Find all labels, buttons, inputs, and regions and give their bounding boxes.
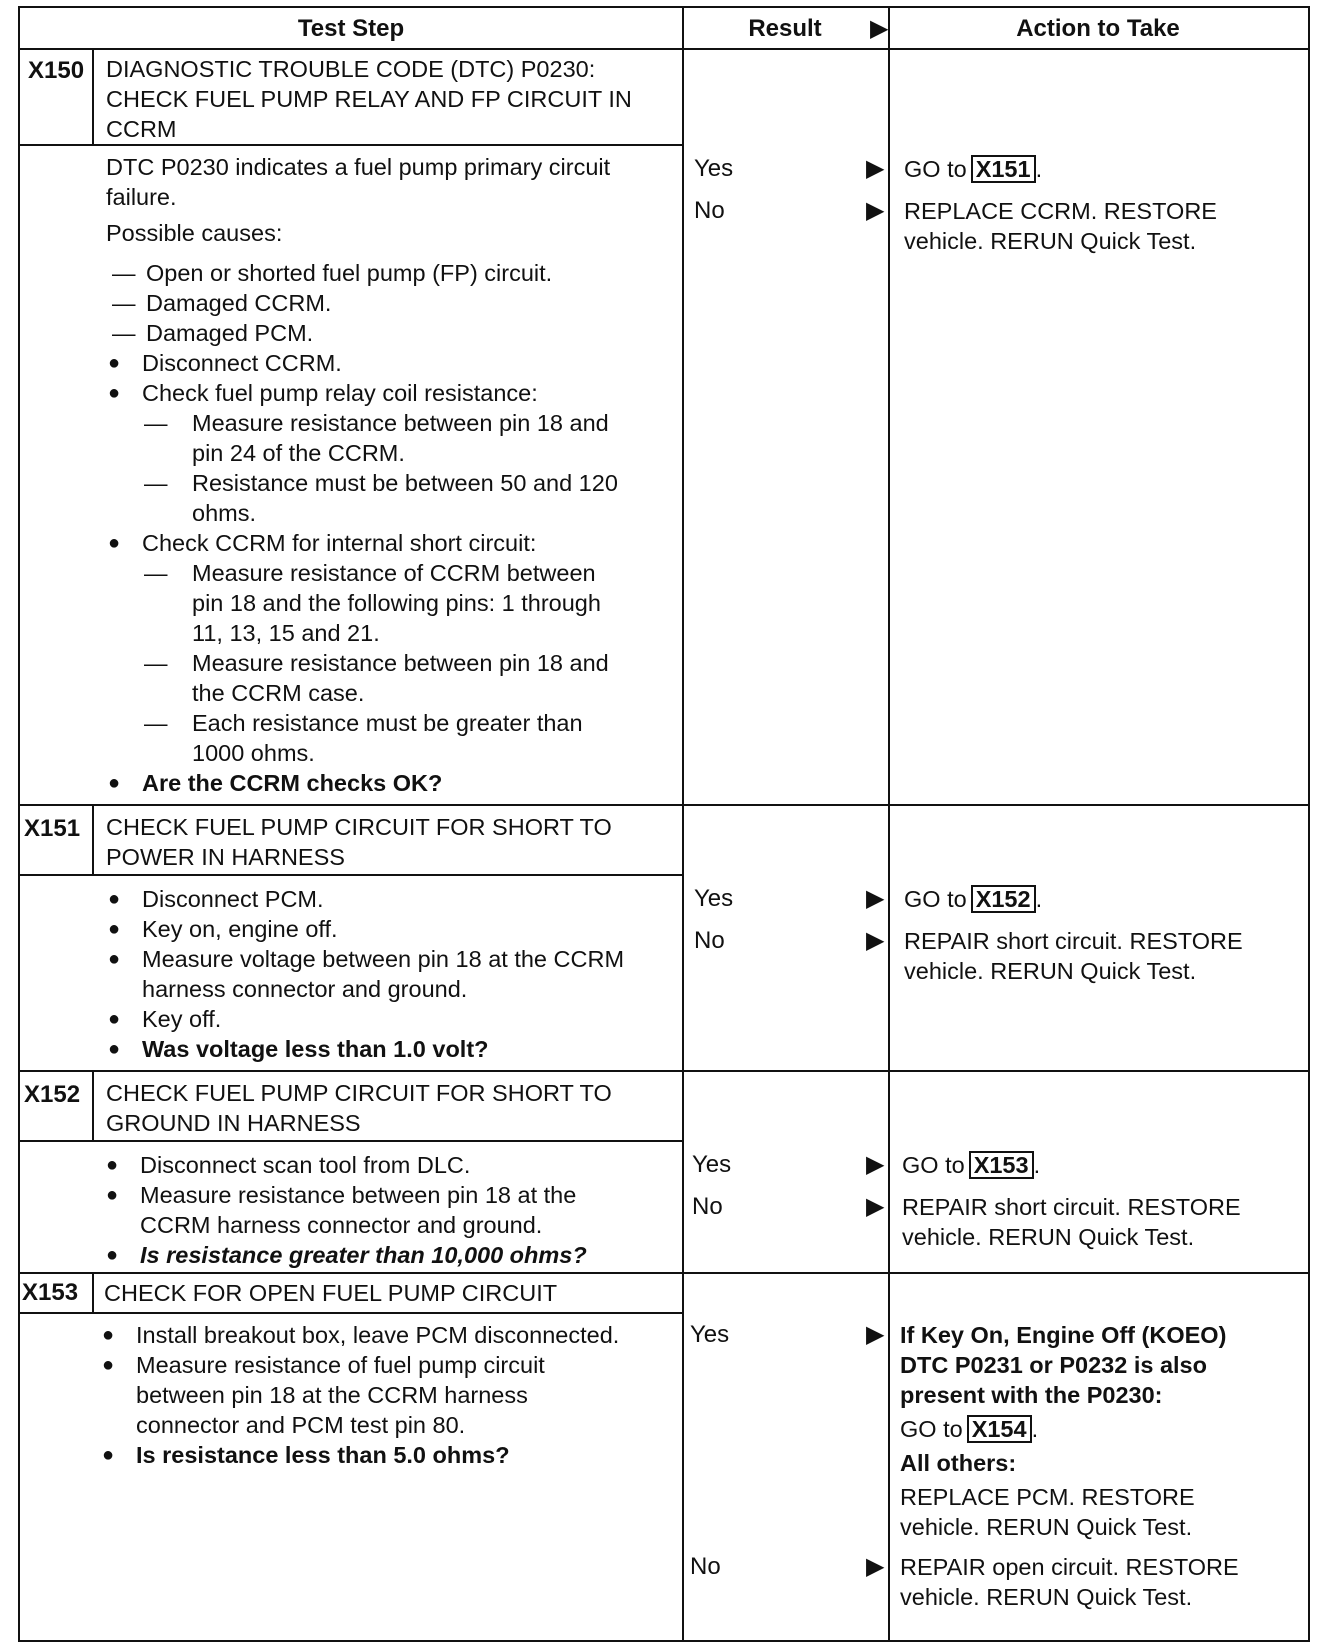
sub-item-cont: 11, 13, 15 and 21. [192,620,380,646]
step-title-line: CHECK FUEL PUMP CIRCUIT FOR SHORT TO [106,1080,612,1106]
bullet-item-cont: harness connector and ground. [142,976,468,1002]
bullet-item: ● Check fuel pump relay coil resistance: [142,378,538,408]
step-ref-link[interactable]: X151 [971,155,1036,183]
divider [20,874,682,876]
result-yes: Yes [694,885,734,912]
divider [20,1140,682,1142]
divider [92,48,94,144]
result-yes: Yes [690,1321,730,1348]
header-result [682,8,888,50]
action-no-line: vehicle. RERUN Quick Test. [902,1224,1195,1250]
cause-item: — Damaged CCRM. [146,288,331,318]
result-no: No [692,1193,723,1220]
bullet-item: ● Key off. [142,1004,221,1034]
action-yes: GO to X151 . [904,156,1043,182]
action-goto: GO to [904,156,967,182]
action-condition-line: present with the P0230: [900,1382,1163,1408]
action-yes: GO to X154 . [900,1416,1039,1442]
result-no: No [690,1553,721,1580]
step-ref-link[interactable]: X153 [969,1151,1034,1179]
result-no: No [694,197,725,224]
divider [20,804,1308,806]
divider [20,48,1308,50]
action-no-line: vehicle. RERUN Quick Test. [904,228,1197,254]
bullet-item: ● Disconnect PCM. [142,884,324,914]
step-question: ● Was voltage less than 1.0 volt? [142,1034,489,1064]
action-condition-line: If Key On, Engine Off (KOEO) [900,1322,1227,1348]
divider [20,1312,682,1314]
step-question: ● Is resistance less than 5.0 ohms? [136,1440,510,1470]
step-text-line: failure. [106,184,177,210]
action-yes: GO to X152 . [904,886,1043,912]
bullet-item: ● Key on, engine off. [142,914,338,944]
divider [92,1070,94,1140]
step-title-line: POWER IN HARNESS [106,844,345,870]
sub-item: — Measure resistance between pin 18 and [192,408,609,438]
cause-item: — Open or shorted fuel pump (FP) circuit. [146,258,552,288]
step-code-x150: X150 [28,57,85,84]
bullet-item: ● Disconnect scan tool from DLC. [140,1150,470,1180]
action-no-line: REPAIR short circuit. RESTORE [902,1194,1241,1220]
causes-label: Possible causes: [106,220,283,246]
divider [20,144,682,146]
bullet-item: ● Check CCRM for internal short circuit: [142,528,536,558]
bullet-item-cont: connector and PCM test pin 80. [136,1412,466,1438]
sub-item-cont: 1000 ohms. [192,740,315,766]
action-no-line: REPAIR short circuit. RESTORE [904,928,1243,954]
action-no-line: vehicle. RERUN Quick Test. [900,1584,1193,1610]
bullet-item: ● Measure voltage between pin 18 at the CCRM [142,944,624,974]
arrow-icon: ▶ [866,1553,885,1580]
arrow-icon: ▶ [866,197,885,224]
result-no: No [694,927,725,954]
sub-item: — Measure resistance between pin 18 and [192,648,609,678]
step-code-x153: X153 [22,1279,79,1306]
result-yes: Yes [692,1151,732,1178]
action-others-line: REPLACE PCM. RESTORE [900,1484,1195,1510]
bullet-item: ● Measure resistance between pin 18 at the [140,1180,576,1210]
action-goto: GO to [900,1416,963,1442]
step-title-line: CHECK FUEL PUMP RELAY AND FP CIRCUIT IN [106,86,632,112]
divider [20,1070,1308,1072]
divider [888,8,890,1640]
action-goto: GO to [904,886,967,912]
action-no-line: REPAIR open circuit. RESTORE [900,1554,1239,1580]
header-arrow-icon: ▶ [870,15,889,42]
step-ref-link[interactable]: X154 [967,1415,1032,1443]
sub-item: — Measure resistance of CCRM between [192,558,596,588]
action-others-line: vehicle. RERUN Quick Test. [900,1514,1193,1540]
cause-item: — Damaged PCM. [146,318,313,348]
step-title-line: CHECK FOR OPEN FUEL PUMP CIRCUIT [104,1280,558,1306]
result-yes: Yes [694,155,734,182]
sub-item: — Each resistance must be greater than [192,708,583,738]
divider [92,1272,94,1312]
arrow-icon: ▶ [866,1193,885,1220]
action-condition-line: DTC P0231 or P0232 is also [900,1352,1207,1378]
arrow-icon: ▶ [866,885,885,912]
sub-item-cont: pin 18 and the following pins: 1 through [192,590,601,616]
arrow-icon: ▶ [866,1151,885,1178]
arrow-icon: ▶ [866,927,885,954]
step-ref-link[interactable]: X152 [971,885,1036,913]
bullet-item-cont: between pin 18 at the CCRM harness [136,1382,528,1408]
step-code-x151: X151 [24,815,81,842]
bullet-item: ● Install breakout box, leave PCM disconnected. [136,1320,619,1350]
bullet-item-cont: CCRM harness connector and ground. [140,1212,543,1238]
step-title-line: DIAGNOSTIC TROUBLE CODE (DTC) P0230: [106,56,596,82]
bullet-item: ● Disconnect CCRM. [142,348,342,378]
step-title-line: GROUND IN HARNESS [106,1110,361,1136]
action-goto: GO to [902,1152,965,1178]
action-no-line: vehicle. RERUN Quick Test. [904,958,1197,984]
diagnostic-table [18,6,1310,1642]
all-others-label: All others: [900,1450,1017,1476]
bullet-item: ● Measure resistance of fuel pump circuit [136,1350,545,1380]
action-no-line: REPLACE CCRM. RESTORE [904,198,1217,224]
step-title-line: CHECK FUEL PUMP CIRCUIT FOR SHORT TO [106,814,612,840]
header-result-label: Result [748,15,822,42]
arrow-icon: ▶ [866,1321,885,1348]
action-yes: GO to X153 . [902,1152,1041,1178]
sub-item: — Resistance must be between 50 and 120 [192,468,618,498]
sub-item-cont: ohms. [192,500,256,526]
step-title-line: CCRM [106,116,177,142]
arrow-icon: ▶ [866,155,885,182]
divider [92,804,94,874]
header-test-step: Test Step [297,15,405,42]
step-text-line: DTC P0230 indicates a fuel pump primary circuit [106,154,611,180]
divider [682,8,684,1640]
step-code-x152: X152 [24,1081,81,1108]
sub-item-cont: the CCRM case. [192,680,365,706]
header-action: Action to Take [1016,15,1180,42]
step-question: ● Are the CCRM checks OK? [142,768,442,798]
step-question: ● Is resistance greater than 10,000 ohms? [140,1240,587,1270]
sub-item-cont: pin 24 of the CCRM. [192,440,405,466]
divider [20,1272,1308,1274]
